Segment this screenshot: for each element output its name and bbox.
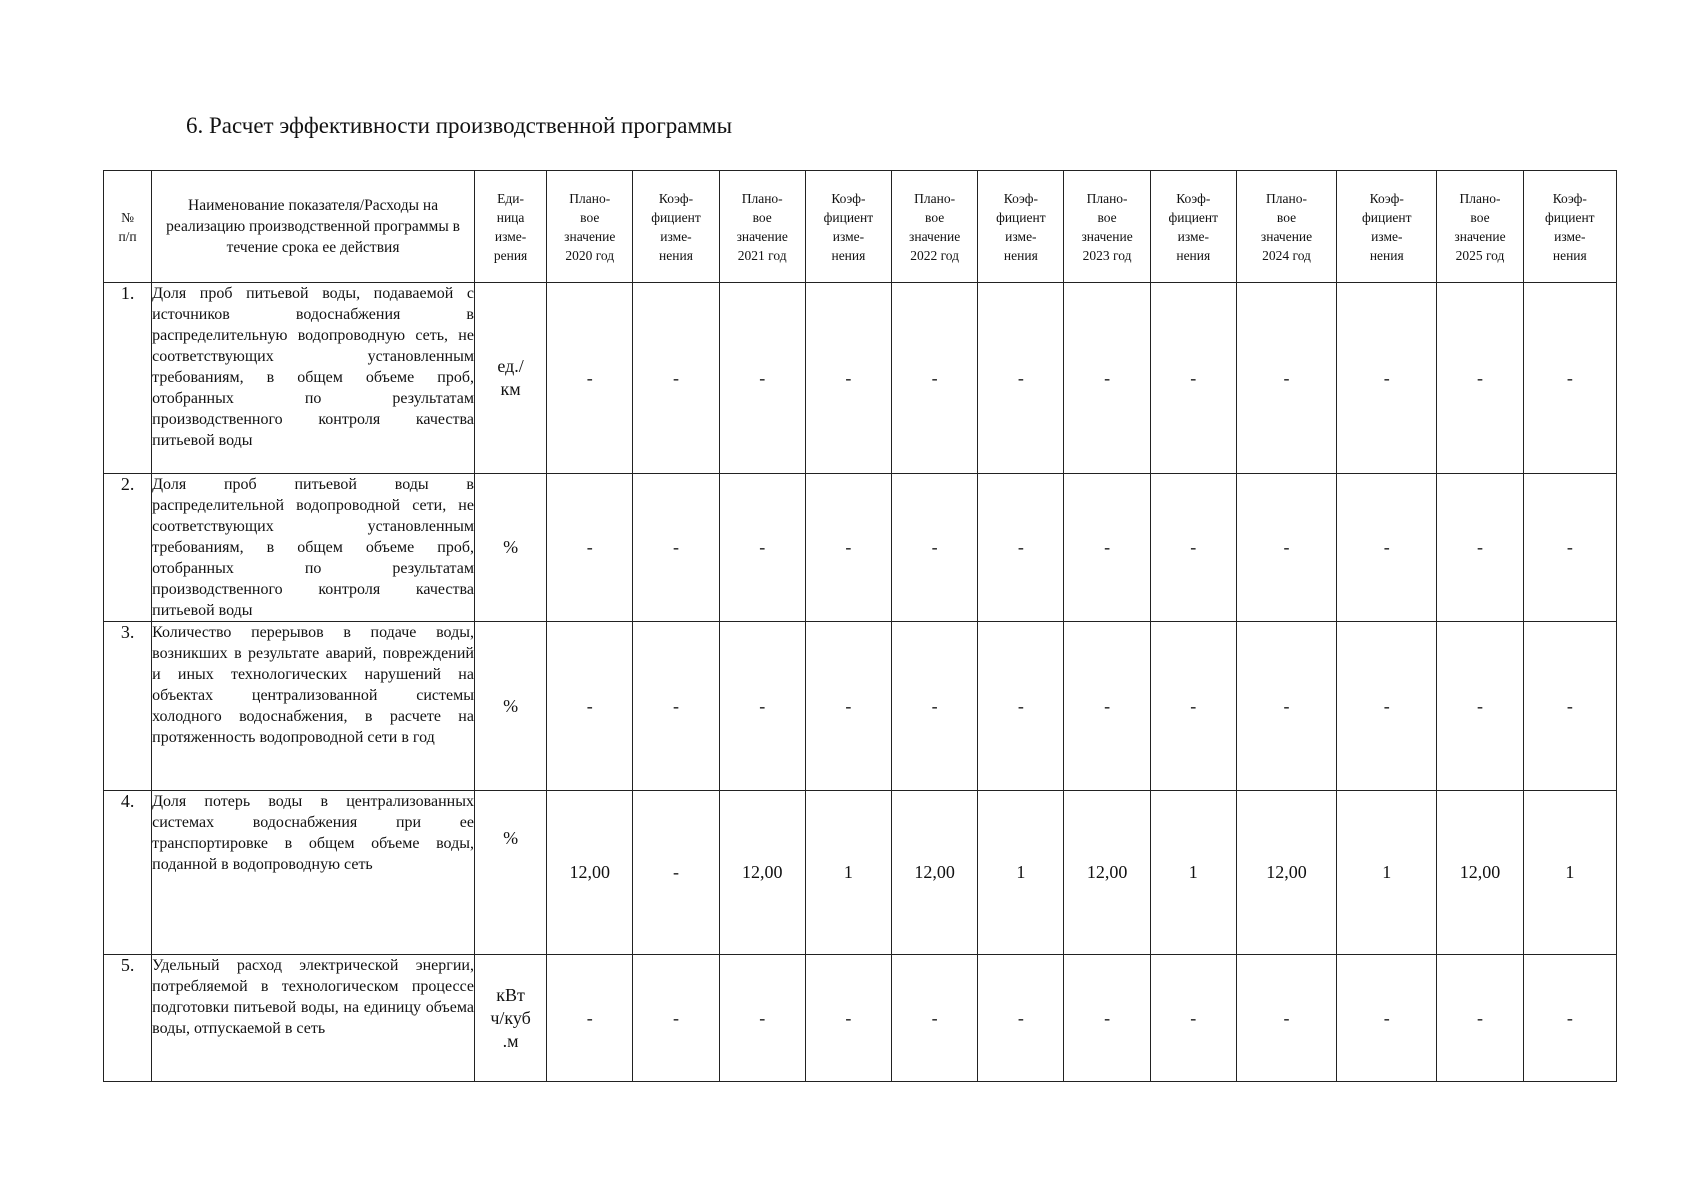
coef-2020-cell: - bbox=[633, 283, 719, 474]
coef-2022-cell: - bbox=[978, 622, 1064, 791]
plan-2023-cell: - bbox=[1064, 474, 1150, 622]
header-plan-2025: Плано- вое значение 2025 год bbox=[1437, 171, 1523, 283]
table-row bbox=[104, 283, 1617, 474]
header-num: № п/п bbox=[104, 171, 152, 283]
plan-2024-cell: 12,00 bbox=[1236, 791, 1336, 955]
coef-2023-cell: - bbox=[1150, 474, 1236, 622]
coef-2022-cell: - bbox=[978, 955, 1064, 1082]
coef-2022-cell: - bbox=[978, 283, 1064, 474]
indicator-name: Количество перерывов в подаче воды, возникших в результате аварий, повреждений и иных технологических нарушений на объектах централизованной системы холодного водоснабжения, в расчете на протяженность водопроводной сети в год bbox=[152, 622, 475, 791]
coef-2020-cell: - bbox=[633, 955, 719, 1082]
coef-2023-cell: - bbox=[1150, 622, 1236, 791]
plan-2020-cell: - bbox=[547, 955, 633, 1082]
plan-2022-cell: - bbox=[892, 955, 978, 1082]
coef-2024-cell: - bbox=[1337, 622, 1437, 791]
plan-2023-cell: - bbox=[1064, 622, 1150, 791]
coef-2020-cell: - bbox=[633, 474, 719, 622]
coef-2021-cell: - bbox=[805, 283, 891, 474]
row-number: 4. bbox=[104, 791, 152, 955]
indicator-name: Удельный расход электрической энергии, потребляемой в технологическом процессе подготовки питьевой воды, на единицу объема воды, отпускаемой в сеть bbox=[152, 955, 475, 1082]
plan-2025-cell: 12,00 bbox=[1437, 791, 1523, 955]
coef-2025-cell: - bbox=[1523, 622, 1616, 791]
coef-2024-cell: - bbox=[1337, 474, 1437, 622]
table-row bbox=[104, 955, 1617, 1082]
coef-2021-cell: - bbox=[805, 622, 891, 791]
header-coef-2023: Коэф- фициент изме- нения bbox=[1150, 171, 1236, 283]
coef-2025-cell: - bbox=[1523, 474, 1616, 622]
header-coef-2020: Коэф- фициент изме- нения bbox=[633, 171, 719, 283]
coef-2021-cell: 1 bbox=[805, 791, 891, 955]
table-row bbox=[104, 474, 1617, 622]
coef-2022-cell: - bbox=[978, 474, 1064, 622]
unit-cell: % bbox=[474, 791, 546, 955]
indicator-name: Доля проб питьевой воды, подаваемой с источников водоснабжения в распределительную водопроводную сеть, не соответствующих установленным требованиям, в общем объеме проб, отобранных по результатам производственного контроля качества питьевой воды bbox=[152, 283, 475, 474]
plan-2022-cell: - bbox=[892, 283, 978, 474]
indicator-name: Доля потерь воды в централизованных системах водоснабжения при ее транспортировке в общем объеме воды, поданной в водопроводную сеть bbox=[152, 791, 475, 955]
coef-2025-cell: - bbox=[1523, 955, 1616, 1082]
coef-2024-cell: - bbox=[1337, 955, 1437, 1082]
plan-2023-cell: 12,00 bbox=[1064, 791, 1150, 955]
coef-2024-cell: 1 bbox=[1337, 791, 1437, 955]
unit-cell: кВт ч/куб .м bbox=[474, 955, 546, 1082]
plan-2022-cell: - bbox=[892, 622, 978, 791]
coef-2021-cell: - bbox=[805, 474, 891, 622]
efficiency-table bbox=[103, 170, 1617, 1082]
unit-cell: ед./ км bbox=[474, 283, 546, 474]
plan-2021-cell: - bbox=[719, 955, 805, 1082]
coef-2025-cell: - bbox=[1523, 283, 1616, 474]
plan-2025-cell: - bbox=[1437, 283, 1523, 474]
row-number: 5. bbox=[104, 955, 152, 1082]
coef-2023-cell: 1 bbox=[1150, 791, 1236, 955]
header-row bbox=[104, 171, 1617, 283]
plan-2021-cell: 12,00 bbox=[719, 791, 805, 955]
table-row bbox=[104, 791, 1617, 955]
header-plan-2020: Плано- вое значение 2020 год bbox=[547, 171, 633, 283]
coef-2024-cell: - bbox=[1337, 283, 1437, 474]
plan-2024-cell: - bbox=[1236, 283, 1336, 474]
plan-2025-cell: - bbox=[1437, 622, 1523, 791]
header-plan-2023: Плано- вое значение 2023 год bbox=[1064, 171, 1150, 283]
row-number: 1. bbox=[104, 283, 152, 474]
plan-2021-cell: - bbox=[719, 283, 805, 474]
table-row bbox=[104, 622, 1617, 791]
plan-2020-cell: 12,00 bbox=[547, 791, 633, 955]
row-number: 3. bbox=[104, 622, 152, 791]
plan-2020-cell: - bbox=[547, 283, 633, 474]
plan-2024-cell: - bbox=[1236, 474, 1336, 622]
header-coef-2022: Коэф- фициент изме- нения bbox=[978, 171, 1064, 283]
plan-2021-cell: - bbox=[719, 474, 805, 622]
header-plan-2022: Плано- вое значение 2022 год bbox=[892, 171, 978, 283]
coef-2020-cell: - bbox=[633, 791, 719, 955]
plan-2022-cell: - bbox=[892, 474, 978, 622]
coef-2023-cell: - bbox=[1150, 955, 1236, 1082]
header-plan-2021: Плано- вое значение 2021 год bbox=[719, 171, 805, 283]
plan-2025-cell: - bbox=[1437, 955, 1523, 1082]
header-coef-2021: Коэф- фициент изме- нения bbox=[805, 171, 891, 283]
plan-2021-cell: - bbox=[719, 622, 805, 791]
plan-2023-cell: - bbox=[1064, 283, 1150, 474]
coef-2021-cell: - bbox=[805, 955, 891, 1082]
page-title: 6. Расчет эффективности производственной программы bbox=[186, 113, 733, 138]
plan-2025-cell: - bbox=[1437, 474, 1523, 622]
coef-2020-cell: - bbox=[633, 622, 719, 791]
plan-2024-cell: - bbox=[1236, 955, 1336, 1082]
plan-2020-cell: - bbox=[547, 622, 633, 791]
header-plan-2024: Плано- вое значение 2024 год bbox=[1236, 171, 1336, 283]
header-coef-2025: Коэф- фициент изме- нения bbox=[1523, 171, 1616, 283]
plan-2022-cell: 12,00 bbox=[892, 791, 978, 955]
unit-cell: % bbox=[474, 474, 546, 622]
header-unit: Еди- ница изме- рения bbox=[474, 171, 546, 283]
plan-2020-cell: - bbox=[547, 474, 633, 622]
indicator-name: Доля проб питьевой воды в распределительной водопроводной сети, не соответствующих установленным требованиям, в общем объеме проб, отобранных по результатам производственного контроля качества питьевой воды bbox=[152, 474, 475, 622]
coef-2023-cell: - bbox=[1150, 283, 1236, 474]
header-indicator-name: Наименование показателя/Расходы на реализацию производственной программы в течение срока ее действия bbox=[152, 171, 475, 283]
coef-2025-cell: 1 bbox=[1523, 791, 1616, 955]
header-coef-2024: Коэф- фициент изме- нения bbox=[1337, 171, 1437, 283]
row-number: 2. bbox=[104, 474, 152, 622]
plan-2024-cell: - bbox=[1236, 622, 1336, 791]
plan-2023-cell: - bbox=[1064, 955, 1150, 1082]
unit-cell: % bbox=[474, 622, 546, 791]
coef-2022-cell: 1 bbox=[978, 791, 1064, 955]
